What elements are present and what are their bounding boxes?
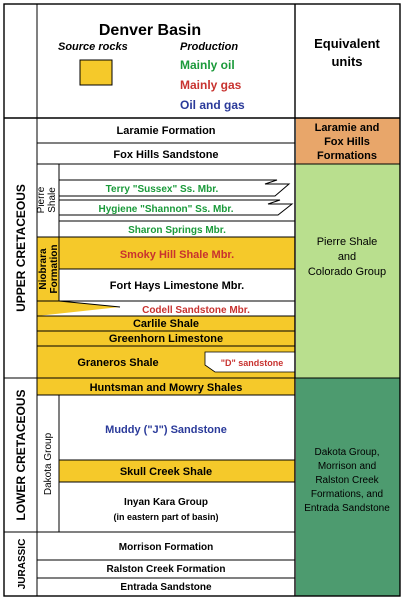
- unit-sharon: Sharon Springs Mbr.: [128, 225, 226, 236]
- unit-fox-hills: Fox Hills Sandstone: [113, 149, 219, 161]
- unit-carlile: Carlile Shale: [132, 318, 200, 330]
- unit-d-sandstone: "D" sandstone: [220, 358, 284, 368]
- eq-dakota-line1: Dakota Group,: [314, 447, 380, 458]
- unit-inyan-kara-line1: Inyan Kara Group: [124, 497, 208, 508]
- eq-dakota-line3: Ralston Creek: [315, 475, 379, 486]
- legend-source-rocks: Source rocks: [58, 41, 128, 53]
- unit-terry: Terry "Sussex" Ss. Mbr.: [105, 184, 219, 195]
- unit-smoky-hill: Smoky Hill Shale Mbr.: [119, 249, 235, 261]
- legend-mainly-gas: Mainly gas: [180, 78, 242, 92]
- unit-huntsman: Huntsman and Mowry Shales: [89, 382, 243, 394]
- eq-dakota-fill: [296, 378, 400, 596]
- eq-dakota-line4: Formations, and: [310, 489, 384, 500]
- eq-laramie-line2: Fox Hills: [324, 136, 370, 148]
- unit-laramie: Laramie Formation: [116, 125, 216, 137]
- unit-hygiene: Hygiene "Shannon" Ss. Mbr.: [98, 204, 234, 215]
- group-pierre-line1: Pierre: [36, 186, 47, 214]
- eq-laramie-line3: Formations: [317, 150, 377, 162]
- group-niobrara-line2: Formation: [49, 244, 60, 294]
- unit-codell: Codell Sandstone Mbr.: [142, 305, 250, 316]
- unit-greenhorn: Greenhorn Limestone: [108, 333, 224, 345]
- eq-dakota-line5: Entrada Sandstone: [304, 503, 390, 514]
- unit-morrison: Morrison Formation: [118, 542, 214, 553]
- basin-title: Denver Basin: [98, 22, 202, 39]
- equivalent-units-header-2: units: [331, 54, 363, 69]
- unit-graneros: Graneros Shale: [77, 357, 159, 369]
- unit-ralston: Ralston Creek Formation: [106, 564, 226, 575]
- source-rock-swatch: [80, 60, 112, 85]
- period-upper-cretaceous: UPPER CRETACEOUS: [14, 184, 28, 312]
- unit-inyan-kara-line2: (in eastern part of basin): [113, 512, 219, 522]
- unit-fort-hays: Fort Hays Limestone Mbr.: [109, 280, 245, 292]
- unit-entrada: Entrada Sandstone: [120, 582, 212, 593]
- legend-mainly-oil: Mainly oil: [180, 58, 235, 72]
- eq-pierre-line2: and: [337, 251, 357, 263]
- legend-production: Production: [180, 41, 239, 53]
- unit-muddy: Muddy ("J") Sandstone: [105, 424, 227, 436]
- equivalent-units-header-1: Equivalent: [314, 36, 380, 51]
- group-niobrara-line1: Niobrara: [38, 248, 49, 290]
- group-dakota: Dakota Group: [43, 432, 54, 496]
- group-pierre-line2: Shale: [47, 187, 58, 213]
- legend-oil-and-gas: Oil and gas: [180, 98, 245, 112]
- period-lower-cretaceous: LOWER CRETACEOUS: [14, 389, 28, 521]
- eq-pierre-line1: Pierre Shale: [316, 236, 378, 248]
- eq-dakota-line2: Morrison and: [317, 461, 377, 472]
- eq-laramie-line1: Laramie and: [314, 122, 380, 134]
- unit-skull-creek: Skull Creek Shale: [119, 466, 213, 478]
- eq-pierre-line3: Colorado Group: [307, 266, 387, 278]
- period-jurassic: JURASSIC: [17, 538, 28, 590]
